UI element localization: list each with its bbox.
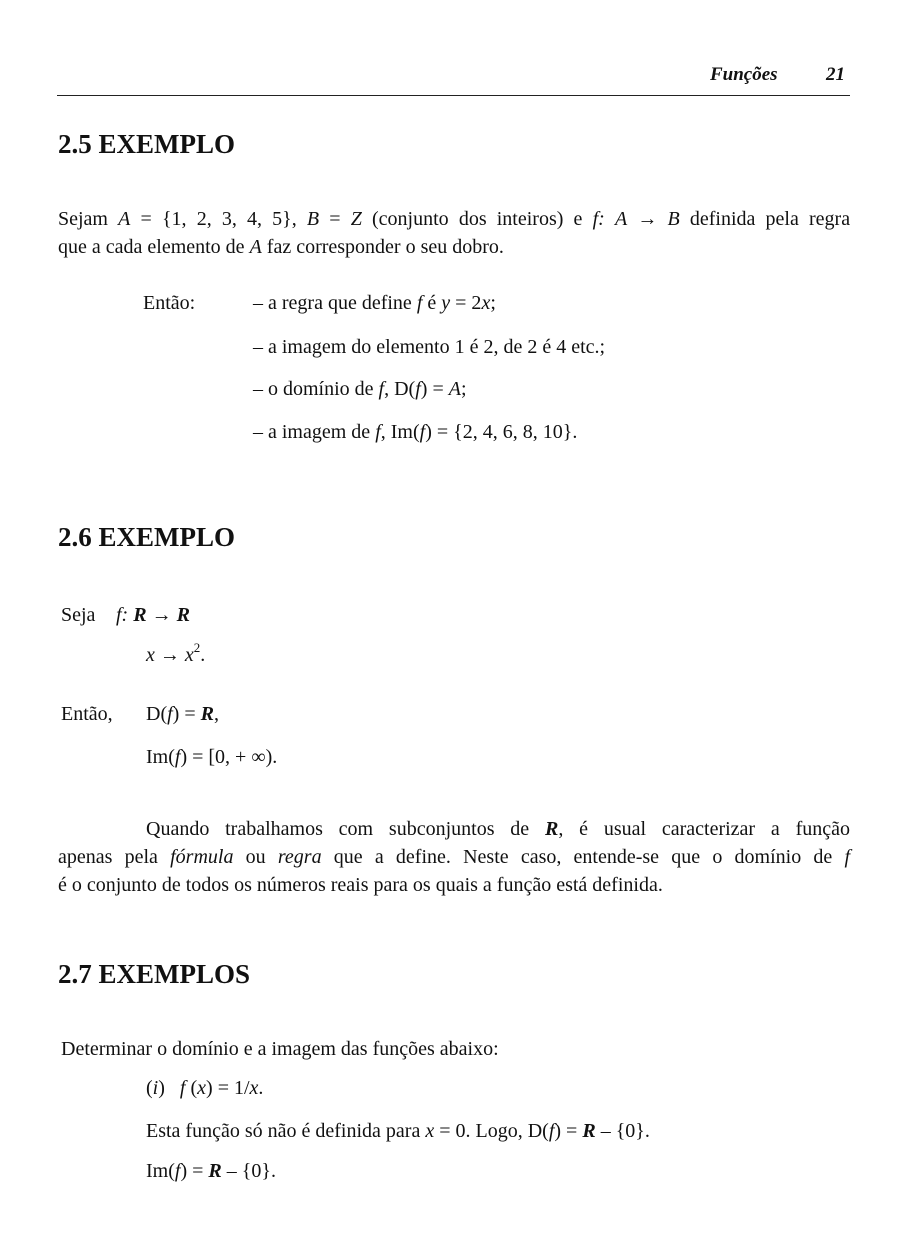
header-rule [57,95,850,96]
ex25-item-rule: – a regra que define f é y = 2x; [253,292,496,314]
running-header-title: Funções [710,64,778,85]
ex25-then-label: Então: [143,292,196,314]
ex27-case-i-domain: Esta função só não é definida para x = 0. Logo, D(f) = R – {0}. [146,1120,650,1142]
ex26-paragraph-line1: Quando trabalhamos com subconjuntos de R, é usual caracterizar a função [146,818,850,840]
ex26-paragraph-line3: é o conjunto de todos os números reais para os quais a função está definida. [58,874,663,896]
ex26-then-label: Então, [61,703,113,725]
ex25-item-domain: – o domínio de f, D(f) = A; [253,378,467,400]
ex26-image: Im(f) = [0, + ∞). [146,746,278,768]
ex26-domain: D(f) = R, [146,703,219,725]
ex25-statement-line1: Sejam A = {1, 2, 3, 4, 5}, B = Z (conjunto dos inteiros) e f: A → B definida pela regra [58,208,851,230]
ex26-element-map: $x \to x^2$. [146,640,206,666]
ex25-item-image-element: – a imagem do elemento 1 é 2, de 2 é 4 etc.; [253,336,606,358]
page-number: 21 [826,64,845,85]
ex26-function-map: f: R → R [116,604,190,626]
ex27-case-i: (i) f (x) = 1/x. [146,1077,264,1099]
section-title-2-7: 2.7 EXEMPLOS [58,959,251,989]
ex26-seja-label: Seja [61,604,96,626]
section-title-2-5: 2.5 EXEMPLO [58,129,236,159]
ex25-item-image-set: – a imagem de f, Im(f) = {2, 4, 6, 8, 10}. [253,421,578,443]
ex27-case-i-image: Im(f) = R – {0}. [146,1160,276,1182]
section-title-2-6: 2.6 EXEMPLO [58,522,236,552]
ex25-statement-line2: que a cada elemento de A faz corresponder o seu dobro. [58,236,504,258]
ex26-paragraph-line2: apenas pela fórmula ou regra que a define. Neste caso, entende-se que o domínio de f [58,846,851,868]
ex27-intro: Determinar o domínio e a imagem das funções abaixo: [61,1038,499,1060]
